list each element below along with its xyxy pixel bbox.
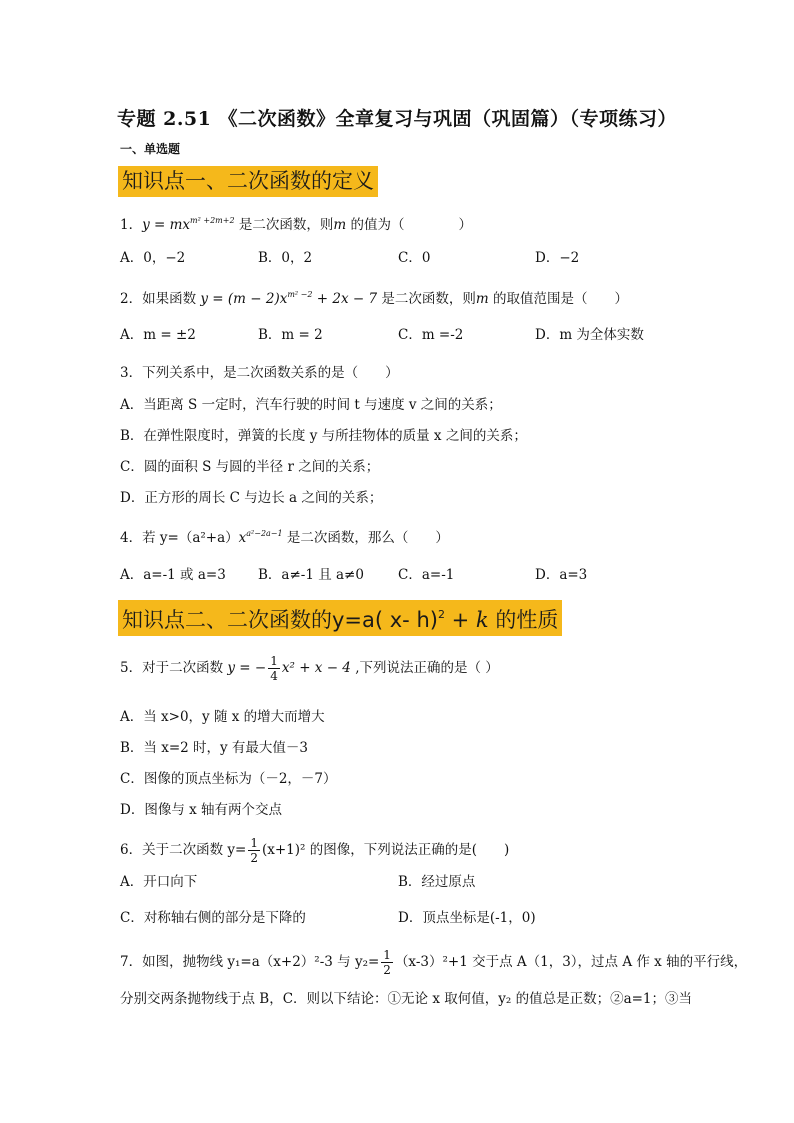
question-text: ,下列说法正确的是（ ） bbox=[350, 660, 499, 676]
banner-text: + bbox=[444, 608, 476, 632]
formula-exponent: a²−2a−1 bbox=[246, 529, 283, 538]
banner-text: 知识点二、二次函数的y=a( x- h) bbox=[122, 608, 438, 632]
q5-option-a[interactable]: A．当 x>0，y 随 x 的增大而增大 bbox=[120, 709, 325, 725]
question-text: （x-3）²+1 交于点 A（1，3），过点 A 作 x 轴的平行线， bbox=[394, 954, 748, 970]
question-number: 2． bbox=[120, 291, 143, 307]
question-text: (x+1)² 的图像，下列说法正确的是( ) bbox=[261, 842, 510, 858]
question-text: 的值为（ ） bbox=[346, 217, 472, 233]
banner-exponent: 2 bbox=[437, 608, 445, 621]
fraction-numerator: 1 bbox=[250, 836, 258, 850]
q3-option-b[interactable]: B．在弹性限度时，弹簧的长度 y 与所挂物体的质量 x 之间的关系； bbox=[120, 428, 527, 444]
question-text: 7．如图，抛物线 y₁=a（x+2）²-3 与 y₂= bbox=[120, 954, 380, 970]
knowledge-banner-2 bbox=[118, 600, 562, 636]
knowledge-banner-1: 知识点一、二次函数的定义 bbox=[118, 166, 378, 197]
variable: m bbox=[333, 217, 347, 233]
q2-option-b[interactable]: B．m = 2 bbox=[258, 327, 323, 343]
q5-option-d[interactable]: D．图像与 x 轴有两个交点 bbox=[120, 802, 283, 818]
q6-option-a[interactable]: A．开口向下 bbox=[120, 874, 198, 890]
fraction bbox=[268, 654, 280, 683]
q1-option-b[interactable]: B．0，2 bbox=[258, 250, 313, 266]
fraction-denominator: 2 bbox=[383, 963, 391, 977]
section-heading: 一、单选题 bbox=[120, 142, 181, 156]
question-text: 如果函数 bbox=[142, 291, 201, 307]
q6-option-b[interactable]: B．经过原点 bbox=[398, 874, 476, 890]
q4-option-a[interactable]: A．a=-1 或 a=3 bbox=[120, 567, 226, 583]
formula: y = (m − 2)x bbox=[200, 291, 288, 307]
q1-option-c[interactable]: C．0 bbox=[398, 250, 431, 266]
question-text: 5．对于二次函数 bbox=[120, 660, 228, 676]
question-6 bbox=[120, 836, 509, 865]
variable: m bbox=[475, 291, 489, 307]
question-2 bbox=[120, 286, 628, 308]
question-text: 是二次函数，那么（ ） bbox=[282, 530, 449, 546]
fraction-numerator: 1 bbox=[270, 654, 278, 668]
q6-option-d[interactable]: D．顶点坐标是(-1，0) bbox=[398, 910, 536, 926]
page-title: 专题 2.51 《二次函数》全章复习与巩固（巩固篇）（专项练习） bbox=[116, 108, 677, 130]
banner-variable: k bbox=[475, 608, 489, 632]
q1-option-d[interactable]: D．−2 bbox=[535, 250, 580, 266]
question-text: 4．若 y=（a²+a） bbox=[120, 530, 239, 546]
q3-option-d[interactable]: D．正方形的周长 C 与边长 a 之间的关系； bbox=[120, 490, 383, 506]
banner-text: 的性质 bbox=[488, 608, 559, 632]
q4-option-c[interactable]: C．a=-1 bbox=[398, 567, 455, 583]
q4-option-b[interactable]: B．a≠-1 且 a≠0 bbox=[258, 567, 364, 583]
question-3: 3．下列关系中，是二次函数关系的是（ ） bbox=[120, 365, 399, 381]
question-1 bbox=[120, 212, 472, 234]
q4-option-d[interactable]: D．a=3 bbox=[535, 567, 588, 583]
formula: y = − bbox=[227, 660, 267, 676]
formula: x² + x − 4 bbox=[281, 660, 351, 676]
question-5 bbox=[120, 654, 499, 683]
q5-option-b[interactable]: B．当 x=2 时，y 有最大值－3 bbox=[120, 740, 309, 756]
fraction-denominator: 4 bbox=[270, 669, 278, 683]
formula-exponent: m² −2 bbox=[287, 290, 313, 299]
fraction-numerator: 1 bbox=[383, 948, 391, 962]
fraction-denominator: 2 bbox=[250, 851, 258, 865]
question-number: 1． bbox=[120, 217, 143, 233]
formula: + 2x − 7 bbox=[312, 291, 378, 307]
formula: x bbox=[238, 530, 247, 546]
question-7-line-2: 分别交两条抛物线于点 B，C．则以下结论：①无论 x 取何值，y₂ 的值总是正数；②a=1；③当 bbox=[120, 991, 693, 1007]
question-text: 的取值范围是（ ） bbox=[488, 291, 628, 307]
fraction bbox=[381, 948, 393, 977]
question-text: 6．关于二次函数 y= bbox=[120, 842, 247, 858]
q5-option-c[interactable]: C．图像的顶点坐标为（－2，－7） bbox=[120, 771, 337, 787]
q3-option-a[interactable]: A．当距离 S 一定时，汽车行驶的时间 t 与速度 v 之间的关系； bbox=[120, 397, 502, 413]
question-text: 是二次函数，则 bbox=[377, 291, 476, 307]
fraction bbox=[248, 836, 260, 865]
q1-option-a[interactable]: A．0，−2 bbox=[120, 250, 186, 266]
q6-option-c[interactable]: C．对称轴右侧的部分是下降的 bbox=[120, 910, 306, 926]
q2-option-a[interactable]: A．m = ±2 bbox=[120, 327, 196, 343]
question-text: 是二次函数，则 bbox=[234, 217, 334, 233]
q3-option-c[interactable]: C．圆的面积 S 与圆的半径 r 之间的关系； bbox=[120, 459, 380, 475]
q2-option-d[interactable]: D．m 为全体实数 bbox=[535, 327, 644, 343]
question-7 bbox=[120, 948, 747, 977]
question-4 bbox=[120, 525, 449, 547]
formula: y = mx bbox=[142, 217, 191, 233]
q2-option-c[interactable]: C．m =-2 bbox=[398, 327, 464, 343]
formula-exponent: m² +2m+2 bbox=[190, 216, 235, 225]
